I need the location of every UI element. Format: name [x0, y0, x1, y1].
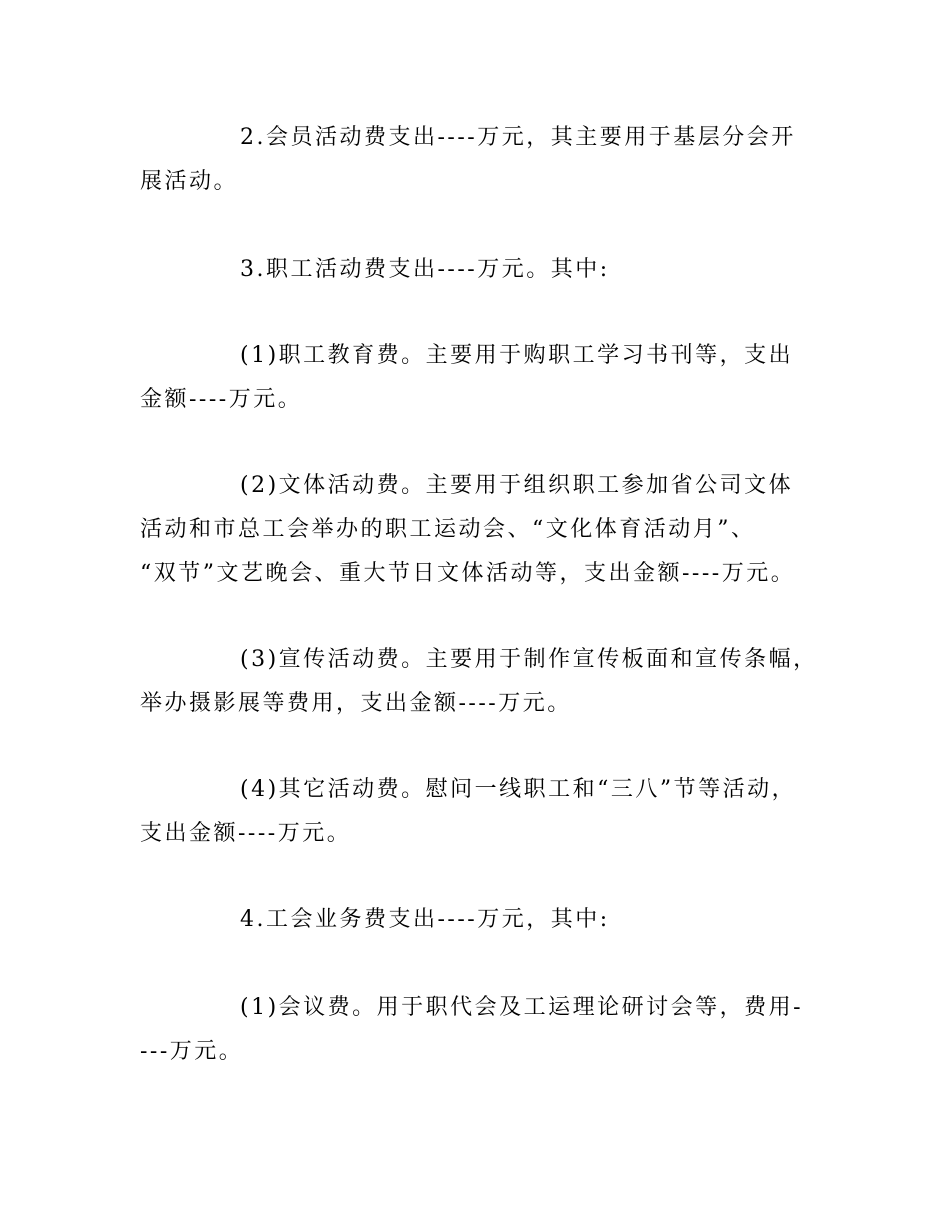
text-line: (1)会议费。用于职代会及工运理论研讨会等，费用-: [240, 995, 804, 1020]
text-line: 支出金额----万元。: [140, 821, 352, 846]
text-line: 展活动。: [140, 169, 239, 194]
text-line: 2.会员活动费支出----万元，其主要用于基层分会开: [240, 125, 796, 150]
text-line: 金额----万元。: [140, 387, 303, 412]
text-line: (2)文体活动费。主要用于组织职工参加省公司文体: [240, 473, 794, 498]
paragraph-union-business: [140, 898, 820, 942]
text-line: “双节”文艺晚会、重大节日文体活动等，支出金额----万元。: [140, 561, 796, 586]
text-line: 4.工会业务费支出----万元，其中:: [240, 907, 610, 932]
paragraph-education-fee: [140, 334, 820, 422]
text-line: (4)其它活动费。慰问一线职工和“三八”节等活动，: [240, 777, 797, 802]
paragraph-sports-fee: [140, 464, 820, 596]
text-line: 活动和市总工会举办的职工运动会、“文化体育活动月”、: [140, 517, 756, 542]
text-line: 举办摄影展等费用，支出金额----万元。: [140, 691, 572, 716]
text-line: 3.职工活动费支出----万元。其中:: [240, 257, 610, 282]
text-line: (1)职工教育费。主要用于购职工学习书刊等，支出: [240, 343, 794, 368]
paragraph-member-activity: [140, 116, 820, 204]
paragraph-meeting-fee: [140, 986, 820, 1074]
paragraph-other-fee: [140, 768, 820, 856]
text-line: (3)宣传活动费。主要用于制作宣传板面和宣传条幅，: [240, 647, 818, 672]
paragraph-staff-activity: [140, 248, 820, 292]
paragraph-publicity-fee: [140, 638, 820, 726]
text-line: ---万元。: [140, 1039, 244, 1064]
